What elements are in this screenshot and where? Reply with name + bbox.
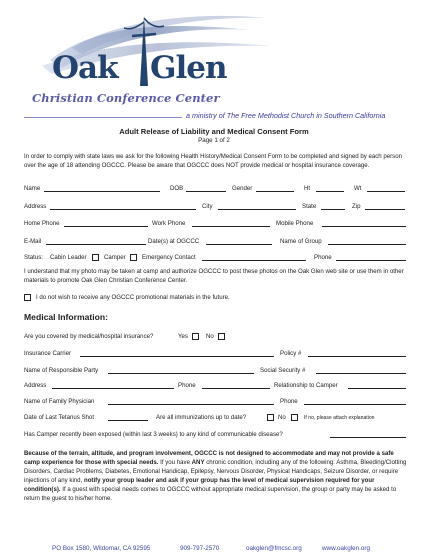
policy-field[interactable] — [308, 350, 406, 357]
cabin-leader-checkbox[interactable] — [92, 254, 99, 261]
footer-email[interactable]: oakglen@fmcsc.org — [246, 545, 302, 552]
logo-word-oak: Oak — [52, 50, 118, 86]
ht-field[interactable] — [316, 185, 344, 192]
resp-address-field[interactable] — [52, 382, 174, 389]
immunizations-no-checkbox[interactable] — [291, 414, 298, 421]
resp-phone-field[interactable] — [202, 382, 270, 389]
label-mobile-phone: Mobile Phone — [276, 220, 314, 227]
wt-field[interactable] — [367, 185, 405, 192]
label-covered-no: No — [206, 333, 214, 340]
footer-address: PO Box 1580, Wildomar, CA 92595 — [52, 545, 151, 552]
warning-text-1: If you have — [158, 459, 192, 466]
label-city: City — [202, 203, 213, 210]
row-exposure — [24, 431, 408, 441]
photo-consent-paragraph: I understand that my photo may be taken at camp and authorize OGCCC to post these photos on the Oak Glen web site or use them in other materials to promote Oak Glen Christian Conference Center. — [24, 268, 404, 284]
email-field[interactable] — [46, 238, 146, 245]
page-number: Page 1 of 2 — [198, 137, 230, 144]
label-physician-phone: Phone — [280, 398, 298, 405]
name-field[interactable] — [44, 185, 160, 192]
optout-checkbox[interactable] — [24, 294, 31, 301]
work-phone-field[interactable] — [192, 220, 270, 227]
label-covered-yes: Yes — [178, 333, 188, 340]
row-responsible-address — [24, 382, 408, 392]
label-wt: Wt — [354, 185, 362, 192]
label-tetanus: Date of Last Tetanus Shot — [24, 414, 95, 421]
warning-bold-3: notify your group leader and ask if your group has the level of medical supervision required for your condition(s). — [24, 477, 375, 493]
label-cabin-leader: Cabin Leader — [50, 254, 87, 261]
footer-website[interactable]: www.oakglen.org — [322, 545, 370, 552]
label-ssn: Social Security # — [260, 367, 306, 374]
camper-checkbox[interactable] — [130, 254, 137, 261]
special-needs-paragraph — [24, 449, 408, 503]
group-field[interactable] — [328, 238, 406, 245]
row-insurance-carrier — [24, 350, 408, 360]
warning-text-2: chronic condition, including any of the following: Asthma, Bleeding/Clotting Disorders, Cardiac Problems, Diabetes, Emotional Handicap, Epilepsy, Nervous Disorder, Physical Handicaps, Seizure Disorder, or require injections of any kind, — [24, 459, 407, 484]
label-camper: Camper — [104, 254, 126, 261]
row-responsible-party — [24, 367, 408, 377]
label-status: Status: — [24, 254, 43, 261]
footer-phone: 909-797-2570 — [180, 545, 220, 552]
label-covered-question: Are you covered by medical/hospital insurance? — [24, 333, 154, 340]
city-field[interactable] — [218, 203, 296, 210]
row-tetanus — [24, 414, 408, 424]
label-no-explanation: If no, please attach explanation — [304, 415, 375, 421]
ministry-divider — [24, 117, 182, 118]
immunizations-yes-checkbox[interactable] — [267, 414, 274, 421]
mobile-phone-field[interactable] — [322, 220, 406, 227]
warning-bold-2: ANY — [191, 459, 205, 466]
gender-field[interactable] — [256, 185, 294, 192]
label-resp-address: Address — [24, 382, 47, 389]
physician-phone-field[interactable] — [304, 398, 406, 405]
label-address: Address — [24, 203, 47, 210]
relationship-field[interactable] — [348, 382, 406, 389]
label-carrier: Insurance Carrier — [24, 350, 72, 357]
state-field[interactable] — [321, 203, 345, 210]
tetanus-field[interactable] — [108, 414, 148, 421]
row-family-physician — [24, 398, 408, 408]
label-relationship: Relationship to Camper — [274, 382, 338, 389]
dob-field[interactable] — [186, 185, 226, 192]
row-email — [24, 238, 408, 248]
zip-field[interactable] — [365, 203, 405, 210]
label-emergency-phone: Phone — [314, 254, 332, 261]
row-address — [24, 203, 408, 213]
label-group: Name of Group — [280, 238, 322, 245]
logo-word-glen: Glen — [150, 50, 227, 86]
label-dob: DOB — [170, 185, 184, 192]
warning-text-3: If a guest with special needs comes to OGCCC without appropriate medical supervision, the group or party may be asked to return the guest to his/her home. — [24, 486, 397, 502]
ministry-tagline: a ministry of The Free Methodist Church in Southern California — [186, 111, 386, 120]
emergency-contact-field[interactable] — [202, 254, 306, 261]
label-responsible: Name of Responsible Party — [24, 367, 99, 374]
label-immunizations-no: No — [278, 414, 286, 421]
address-field[interactable] — [50, 203, 196, 210]
label-ht: Ht — [304, 185, 311, 192]
label-state: State — [302, 203, 317, 210]
optout-label: I do not wish to receive any OGCCC promotional materials in the future. — [36, 294, 230, 301]
form-title: Adult Release of Liability and Medical Consent Form — [119, 127, 309, 136]
label-exposure-question: Has Camper recently been exposed (within last 3 weeks) to any kind of communicable disease? — [24, 431, 283, 438]
label-home-phone: Home Phone — [24, 220, 60, 227]
responsible-field[interactable] — [108, 367, 254, 374]
label-emergency-contact: Emergency Contact — [142, 254, 196, 261]
emergency-phone-field[interactable] — [336, 254, 406, 261]
warning-bold-1: Because of the terrain, altitude, and program involvement, OGCCC is not designed to accommodate and may not provide a safe camp experience for those with special needs. — [24, 450, 394, 466]
oak-glen-logo — [32, 8, 282, 108]
row-status — [24, 254, 408, 264]
intro-paragraph: In order to comply with state laws we ask for the following Health History/Medical Consent Form to be completed and signed by each person over the age of 18 attending OGCCC. Please be aware that OGCCC does NOT provide medical or hospital insurance coverage. — [24, 153, 402, 169]
label-immunizations: Are all immunizations up to date? — [156, 414, 247, 421]
label-policy: Policy # — [280, 350, 302, 357]
label-work-phone: Work Phone — [152, 220, 186, 227]
ssn-field[interactable] — [316, 367, 406, 374]
family-physician-field[interactable] — [108, 398, 274, 405]
exposure-field[interactable] — [330, 431, 406, 438]
label-gender: Gender — [232, 185, 253, 192]
covered-no-checkbox[interactable] — [218, 333, 225, 340]
row-insurance-covered — [24, 333, 408, 343]
carrier-field[interactable] — [80, 350, 274, 357]
row-name — [24, 185, 408, 195]
label-dates: Date(s) at OGCCC — [148, 238, 200, 245]
label-name: Name — [24, 185, 41, 192]
row-phones — [24, 220, 408, 230]
logo-subtitle: Christian Conference Center — [32, 91, 220, 105]
label-resp-phone: Phone — [178, 382, 196, 389]
footer — [0, 545, 428, 554]
dates-field[interactable] — [206, 238, 272, 245]
label-email: E-Mail — [24, 238, 42, 245]
medical-heading: Medical Information: — [24, 312, 109, 322]
home-phone-field[interactable] — [64, 220, 148, 227]
label-zip: Zip — [352, 203, 361, 210]
label-family-physician: Name of Family Physician — [24, 398, 95, 405]
row-optout — [24, 294, 408, 304]
covered-yes-checkbox[interactable] — [192, 333, 199, 340]
